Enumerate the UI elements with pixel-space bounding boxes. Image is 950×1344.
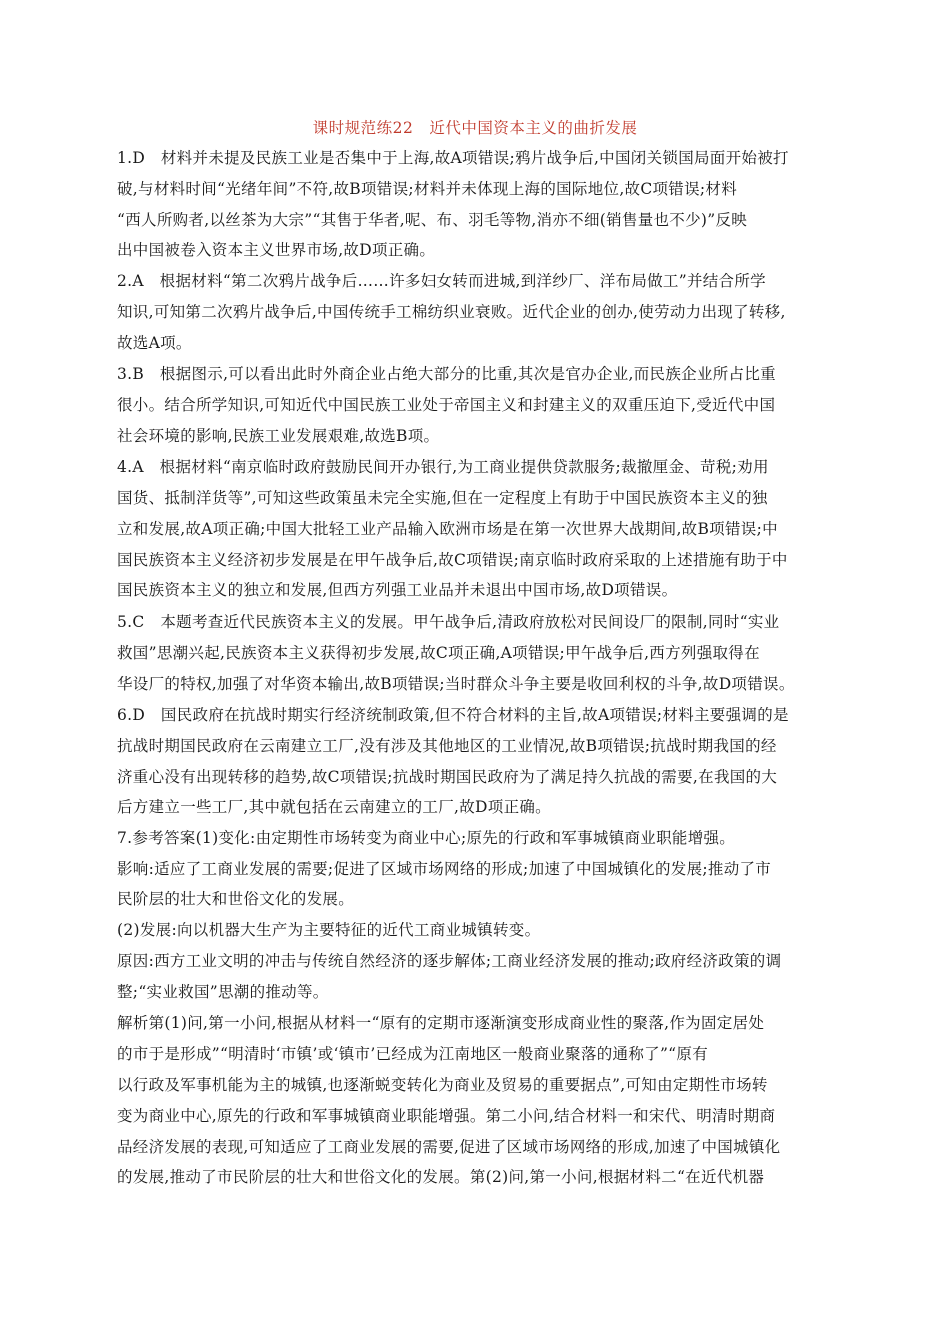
page-title: 课时规范练22 近代中国资本主义的曲折发展 xyxy=(312,119,638,137)
text-line: 解析第(1)问,第一小问,根据从材料一“原有的定期市逐渐演变形成商业性的聚落,作为固定居处 xyxy=(117,1014,765,1032)
text-line: 品经济发展的表现,可知适应了工商业发展的需要,促进了区域市场网络的形成,加速了中国城镇化 xyxy=(117,1138,781,1156)
text-line: 华设厂的特权,加强了对华资本输出,故B项错误;当时群众斗争主要是收回利权的斗争,故D项错误。 xyxy=(117,675,795,693)
text-line: 很小。结合所学知识,可知近代中国民族工业处于帝国主义和封建主义的双重压迫下,受近代中国 xyxy=(117,396,776,414)
text-line: 变为商业中心,原先的行政和军事城镇商业职能增强。第二小问,结合材料一和宋代、明清时期商 xyxy=(117,1107,776,1125)
text-line: 社会环境的影响,民族工业发展艰难,故选B项。 xyxy=(117,427,440,445)
text-line: 6.D 国民政府在抗战时期实行经济统制政策,但不符合材料的主旨,故A项错误;材料主要强调的是 xyxy=(117,706,789,724)
text-line: 抗战时期国民政府在云南建立工厂,没有涉及其他地区的工业情况,故B项错误;抗战时期我国的经 xyxy=(117,737,777,755)
text-line: 出中国被卷入资本主义世界市场,故D项正确。 xyxy=(117,241,436,259)
text-line: 影响:适应了工商业发展的需要;促进了区域市场网络的形成;加速了中国城镇化的发展;推动了市 xyxy=(117,860,772,878)
text-line: “西人所购者,以丝茶为大宗”“其售于华者,呢、布、羽毛等物,消亦不细(销售量也不少)”反映 xyxy=(117,211,748,229)
text-line: 立和发展,故A项正确;中国大批轻工业产品输入欧洲市场是在第一次世界大战期间,故B项错误;中 xyxy=(117,520,778,538)
text-line: 国货、抵制洋货等”,可知这些政策虽未完全实施,但在一定程度上有助于中国民族资本主义的独 xyxy=(117,489,768,507)
text-line: 民阶层的壮大和世俗文化的发展。 xyxy=(117,890,355,908)
text-line: 以行政及军事机能为主的城镇,也逐渐蜕变转化为商业及贸易的重要据点”,可知由定期性市场转 xyxy=(117,1076,768,1094)
text-line: 3.B 根据图示,可以看出此时外商企业占绝大部分的比重,其次是官办企业,而民族企业所占比重 xyxy=(117,365,776,383)
text-line: 国民族资本主义的独立和发展,但西方列强工业品并未退出中国市场,故D项错误。 xyxy=(117,581,678,599)
text-line: 5.C 本题考查近代民族资本主义的发展。甲午战争后,清政府放松对民间设厂的限制,同时“实业 xyxy=(117,613,780,631)
text-line: 后方建立一些工厂,其中就包括在云南建立的工厂,故D项正确。 xyxy=(117,798,551,816)
text-line: 整;“实业救国”思潮的推动等。 xyxy=(117,983,329,1001)
text-line: 济重心没有出现转移的趋势,故C项错误;抗战时期国民政府为了满足持久抗战的需要,在我国的大 xyxy=(117,768,778,786)
text-line: 故选A项。 xyxy=(117,334,192,352)
text-line: 的市于是形成”“明清时‘市镇’或‘镇市’已经成为江南地区一般商业聚落的通称了”“原有 xyxy=(117,1045,709,1063)
text-line: 7.参考答案(1)变化:由定期性市场转变为商业中心;原先的行政和军事城镇商业职能增强。 xyxy=(117,829,736,847)
text-line: 国民族资本主义经济初步发展是在甲午战争后,故C项错误;南京临时政府采取的上述措施有助于中 xyxy=(117,551,788,569)
text-line: (2)发展:向以机器大生产为主要特征的近代工商业城镇转变。 xyxy=(117,921,541,939)
text-line: 救国”思潮兴起,民族资本主义获得初步发展,故C项正确,A项错误;甲午战争后,西方列强取得在 xyxy=(117,644,760,662)
text-line: 破,与材料时间“光绪年间”不符,故B项错误;材料并未体现上海的国际地位,故C项错误;材料 xyxy=(117,180,738,198)
text-line: 4.A 根据材料“南京临时政府鼓励民间开办银行,为工商业提供贷款服务;裁撤厘金、苛税;劝用 xyxy=(117,458,769,476)
text-line: 2.A 根据材料“第二次鸦片战争后……许多妇女转而进城,到洋纱厂、洋布局做工”并结合所学 xyxy=(117,272,766,290)
text-line: 原因:西方工业文明的冲击与传统自然经济的逐步解体;工商业经济发展的推动;政府经济政策的调 xyxy=(117,952,782,970)
text-line: 知识,可知第二次鸦片战争后,中国传统手工棉纺织业衰败。近代企业的创办,使劳动力出现了转移, xyxy=(117,303,786,321)
text-line: 1.D 材料并未提及民族工业是否集中于上海,故A项错误;鸦片战争后,中国闭关锁国局面开始被打 xyxy=(117,149,789,167)
text-line: 的发展,推动了市民阶层的壮大和世俗文化的发展。第(2)问,第一小问,根据材料二“在近代机器 xyxy=(117,1168,765,1186)
